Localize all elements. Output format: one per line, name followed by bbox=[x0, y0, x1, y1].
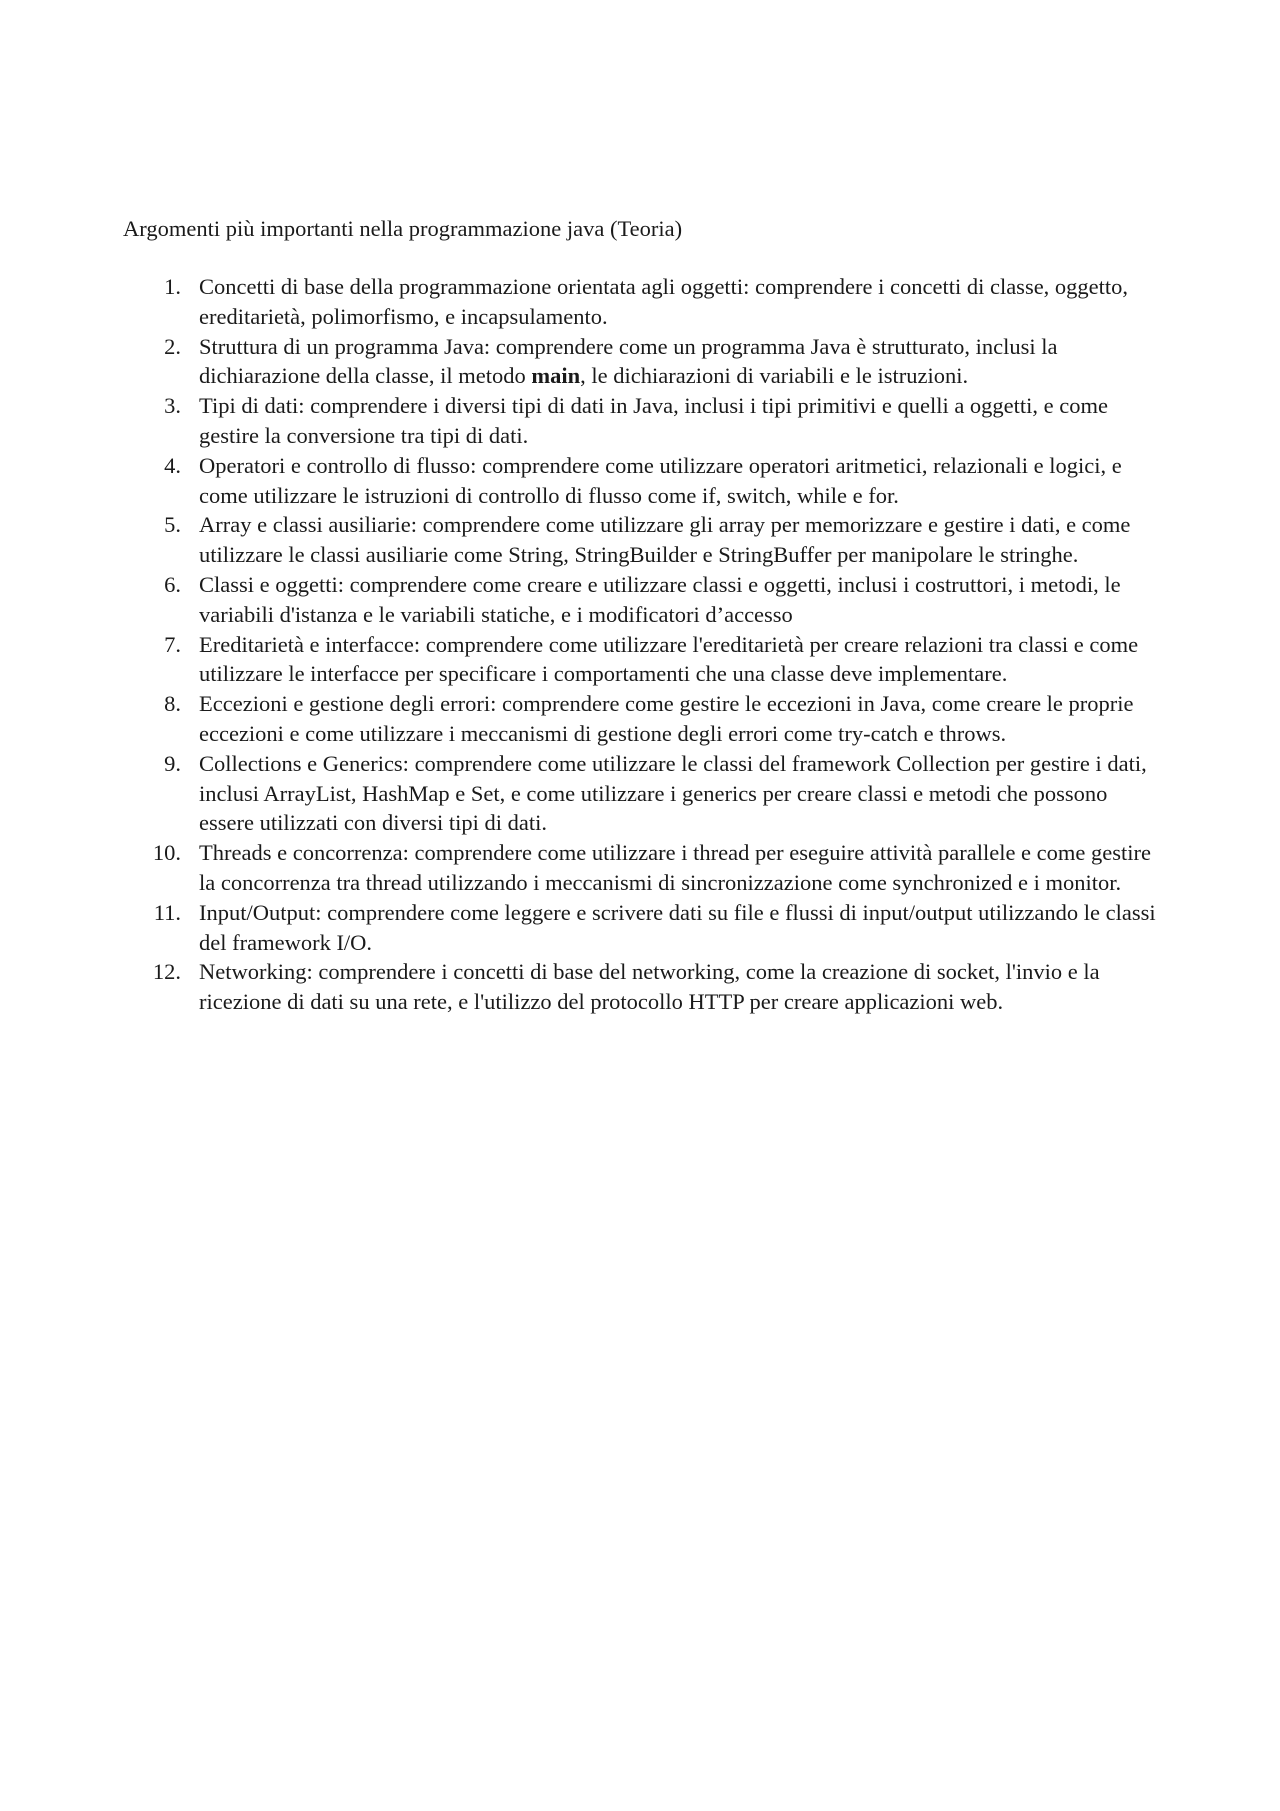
main-keyword: main bbox=[531, 363, 581, 389]
list-item-number: 5. bbox=[164, 512, 181, 538]
list-item-text: Classi e oggetti: comprendere come creare e utilizzare classi e oggetti, inclusi i costruttori, i metodi, le variabili d'istanza e le variabili statiche, e i modificatori d’accesso bbox=[199, 571, 1121, 627]
list-item-text: Input/Output: comprendere come leggere e scrivere dati su file e flussi di input/output utilizzando le classi del framework I/O. bbox=[199, 899, 1156, 955]
list-item bbox=[0, 898, 1165, 958]
list-item-text: Operatori e controllo di flusso: comprendere come utilizzare operatori aritmetici, relazionali e logici, e come utilizzare le istruzioni di controllo di flusso come if, switch, while e for. bbox=[199, 452, 1122, 508]
list-item-text: Tipi di dati: comprendere i diversi tipi di dati in Java, inclusi i tipi primitivi e quelli a oggetti, e come gestire la conversione tra tipi di dati. bbox=[199, 393, 1109, 448]
list-item-text: Networking: comprendere i concetti di base del networking, come la creazione di socket, l'invio e la ricezione di dati su una rete, e l'utilizzo del protocollo HTTP per creare applicazioni web. bbox=[199, 959, 1100, 1015]
list-item-number: 9. bbox=[164, 750, 181, 776]
list-item bbox=[0, 570, 1165, 630]
list-item-text: Array e classi ausiliarie: comprendere come utilizzare gli array per memorizzare e gestire i dati, e come utilizzare le classi ausiliarie come String, StringBuilder e StringBuffer per manipolare le stringhe. bbox=[199, 512, 1131, 568]
list-item bbox=[0, 838, 1165, 898]
list-item-text: Ereditarietà e interfacce: comprendere come utilizzare l'ereditarietà per creare relazioni tra classi e come utilizzare le interfacce per specificare i comportamenti che una classe deve implementare. bbox=[199, 631, 1139, 687]
list-item bbox=[0, 689, 1165, 749]
list-item-number: 1. bbox=[164, 274, 181, 299]
list-item bbox=[0, 332, 1165, 392]
list-item-text: Eccezioni e gestione degli errori: comprendere come gestire le eccezioni in Java, come creare le proprie eccezioni e come utilizzare i meccanismi di gestione degli errori come try-catch e throws. bbox=[199, 691, 1134, 746]
list-item-number: 4. bbox=[164, 452, 181, 478]
list-item-text: Collections e Generics: comprendere come utilizzare le classi del framework Collection per gestire i dati, inclusi ArrayList, HashMap e Set, e come utilizzare i generics per creare classi e metodi che possono essere utilizzati con diversi tipi di dati. bbox=[199, 750, 1147, 836]
topic-list bbox=[0, 272, 1280, 1017]
list-item bbox=[0, 749, 1165, 838]
list-item bbox=[0, 630, 1165, 690]
list-item-number: 12. bbox=[152, 959, 181, 985]
list-item-text: Threads e concorrenza: comprendere come utilizzare i thread per eseguire attività parallele e come gestire la concorrenza tra thread utilizzando i meccanismi di sincronizzazione come synchronized e i monitor. bbox=[199, 840, 1151, 895]
list-item-number: 8. bbox=[164, 691, 181, 717]
list-item-number: 7. bbox=[164, 631, 181, 657]
list-item bbox=[0, 272, 1165, 332]
list-item-number: 10. bbox=[152, 840, 181, 866]
list-item bbox=[0, 391, 1165, 451]
document-title: Argomenti più importanti nella programmazione java (Teoria) bbox=[123, 216, 683, 241]
list-item-text-part: Struttura di un programma Java: comprendere come un programma Java è strutturato, inclusi la dichiarazione della classe, il metodo bbox=[199, 333, 1058, 389]
list-item-number: 6. bbox=[164, 571, 181, 597]
list-item-text: Concetti di base della programmazione orientata agli oggetti: comprendere i concetti di classe, oggetto, ereditarietà, polimorfismo, e incapsulamento. bbox=[199, 274, 1129, 329]
list-item bbox=[0, 451, 1165, 511]
list-item-number: 11. bbox=[153, 899, 181, 925]
list-item-number: 2. bbox=[164, 333, 181, 359]
list-item bbox=[0, 957, 1165, 1017]
list-item-text-part: , le dichiarazioni di variabili e le istruzioni. bbox=[580, 363, 969, 389]
list-item-text bbox=[199, 332, 1165, 392]
list-item bbox=[0, 510, 1165, 570]
list-item-number: 3. bbox=[164, 393, 181, 419]
